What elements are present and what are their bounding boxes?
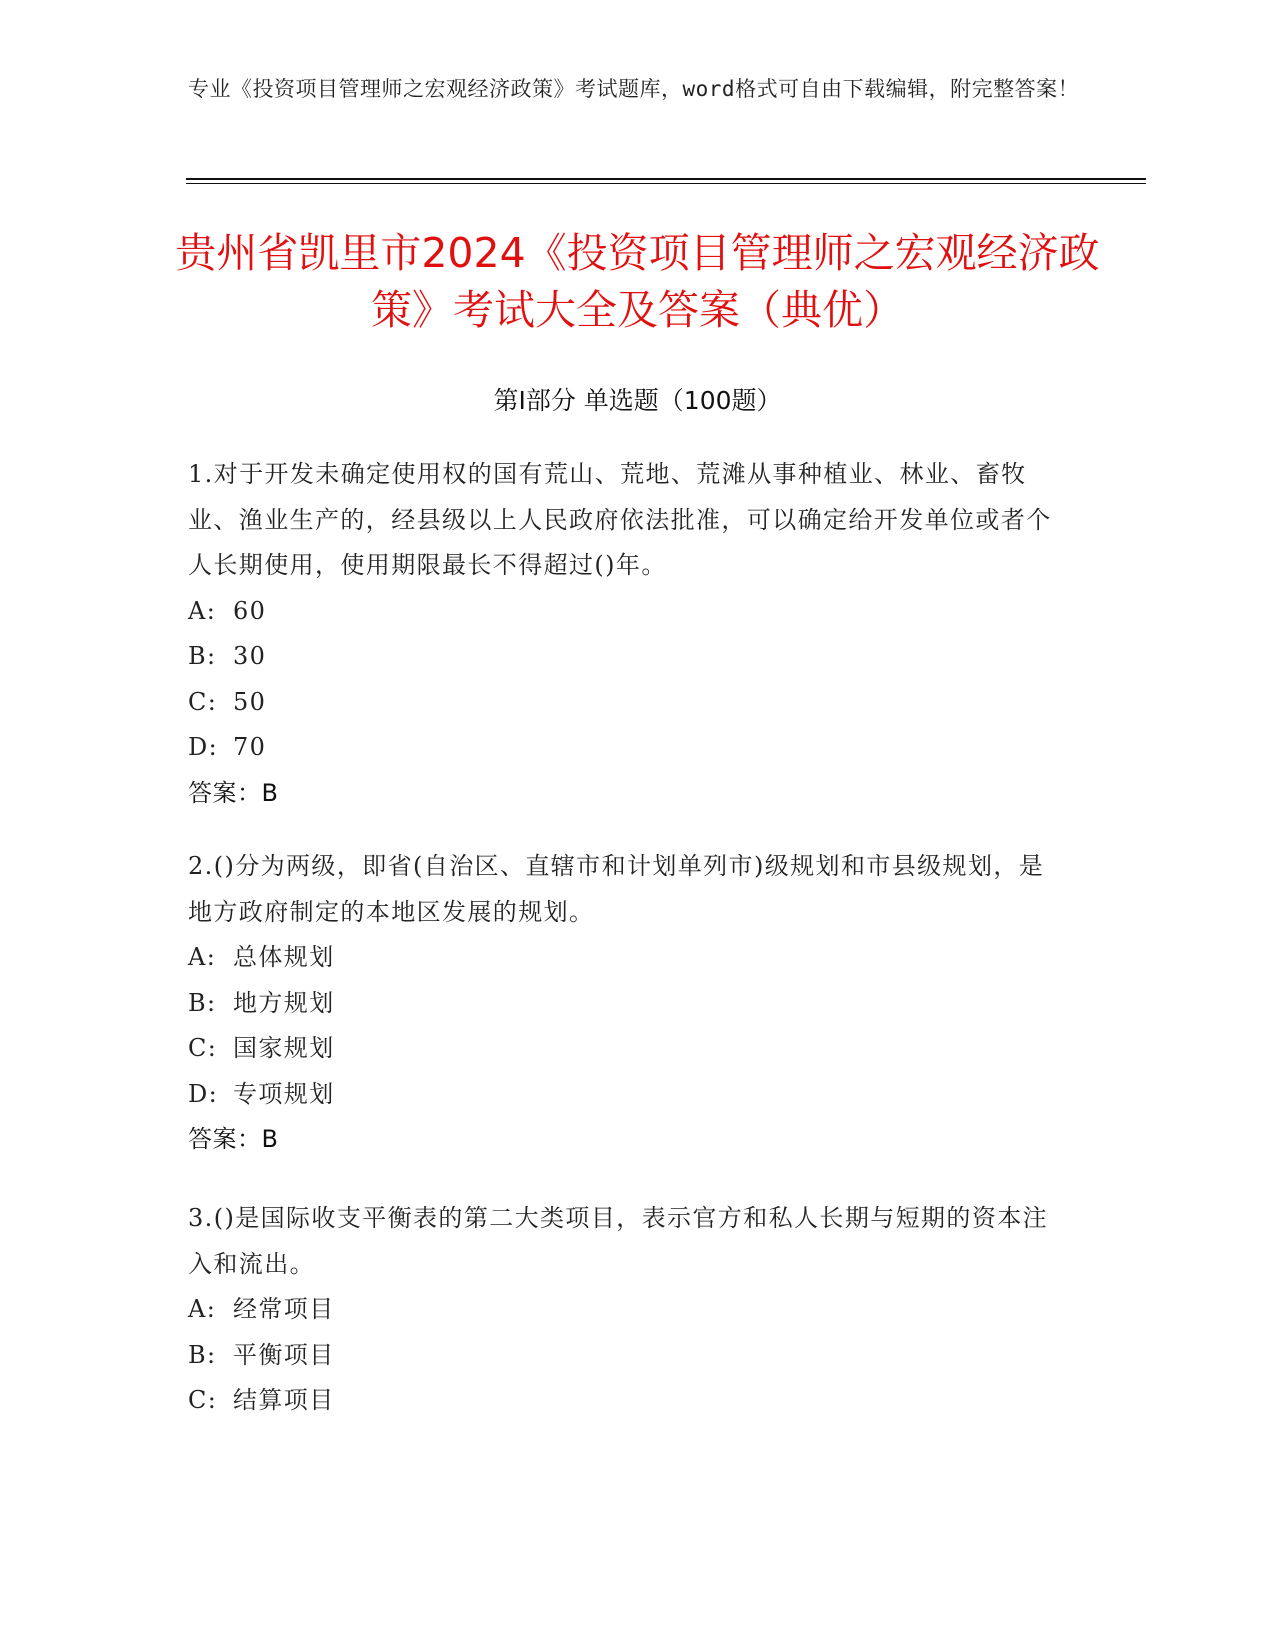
header-note: 专业《投资项目管理师之宏观经济政策》考试题库，word格式可自由下载编辑，附完整答案！ (188, 77, 1080, 101)
option-d (188, 1072, 1068, 1118)
option-letter: D: (188, 733, 219, 761)
option-text: 70 (233, 733, 267, 761)
option-letter: A: (188, 596, 217, 625)
header-rule-thin (186, 183, 1146, 184)
option-text: 60 (233, 596, 267, 625)
question-3 (188, 1196, 1068, 1424)
option-d (188, 725, 1068, 771)
question-stem: 3.()是国际收支平衡表的第二大类项目，表示官方和私人长期与短期的资本注入和流出。 (188, 1204, 1049, 1278)
option-text: 50 (233, 687, 267, 716)
option-b (188, 634, 1068, 680)
option-text: 结算项目 (233, 1386, 335, 1414)
document-title: 贵州省凯里市2024《投资项目管理师之宏观经济政策》考试大全及答案（典优） (175, 229, 1100, 334)
option-b (188, 981, 1068, 1027)
option-text: 专项规划 (233, 1079, 335, 1108)
option-text: 30 (233, 642, 267, 670)
option-a (188, 935, 1068, 981)
answer: 答案：B (188, 1125, 279, 1153)
option-text: 地方规划 (233, 988, 335, 1017)
option-text: 经常项目 (233, 1295, 335, 1323)
option-letter: A: (188, 943, 217, 971)
option-text: 国家规划 (233, 1034, 335, 1062)
option-letter: B: (188, 1340, 217, 1369)
option-c (188, 1378, 1068, 1424)
answer: 答案：B (188, 778, 279, 807)
header-rule-thick (186, 178, 1146, 180)
option-text: 平衡项目 (233, 1340, 335, 1369)
option-letter: C: (188, 1034, 218, 1062)
option-letter: A: (188, 1295, 217, 1323)
option-b (188, 1333, 1068, 1379)
question-stem: 1.对于开发未确定使用权的国有荒山、荒地、荒滩从事种植业、林业、畜牧业、渔业生产的，经县级以上人民政府依法批准，可以确定给开发单位或者个人长期使用，使用期限最长不得超过()年。 (188, 460, 1052, 579)
option-letter: C: (188, 687, 218, 716)
question-1 (188, 452, 1068, 816)
option-c (188, 680, 1068, 726)
option-c (188, 1026, 1068, 1072)
option-a (188, 1287, 1068, 1333)
option-letter: D: (188, 1079, 219, 1108)
option-a (188, 589, 1068, 635)
question-2 (188, 844, 1068, 1163)
option-text: 总体规划 (233, 943, 335, 971)
option-letter: B: (188, 642, 217, 670)
option-letter: C: (188, 1386, 218, 1414)
question-stem: 2.()分为两级，即省(自治区、直辖市和计划单列市)级规划和市县级规划，是地方政府制定的本地区发展的规划。 (188, 852, 1045, 926)
option-letter: B: (188, 988, 217, 1017)
section-title: 第Ⅰ部分 单选题（100题） (493, 386, 782, 415)
